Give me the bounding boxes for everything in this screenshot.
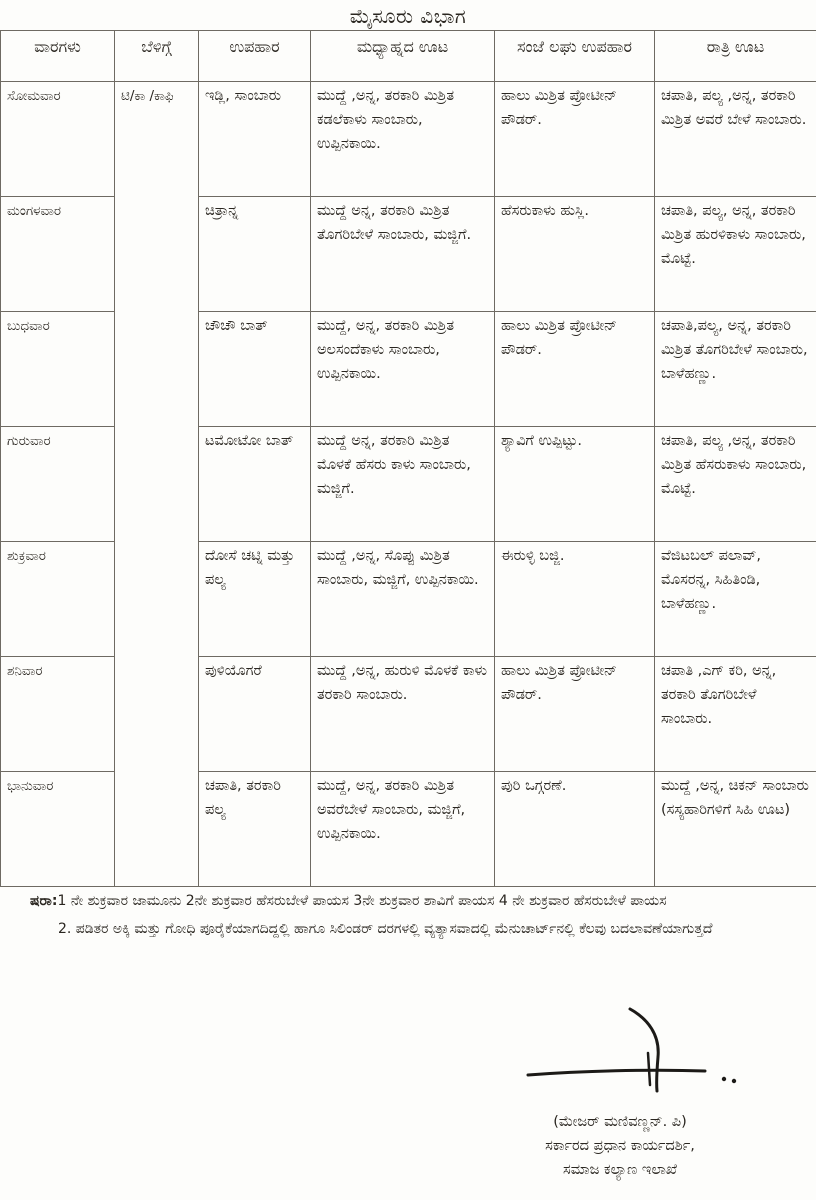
breakfast-cell: ಪುಳಿಯೊಗರೆ <box>199 657 311 772</box>
header-dinner: ರಾತ್ರಿ ಊಟ <box>655 31 816 82</box>
remark-note-1 <box>30 890 790 912</box>
breakfast-cell: ಚೌಚೌ ಬಾತ್ <box>199 312 311 427</box>
morning-drink-cell: ಟಿ/ಕಾ /ಕಾಫಿ <box>115 82 199 887</box>
breakfast-cell: ಚಪಾತಿ, ತರಕಾರಿ ಪಲ್ಯ <box>199 772 311 887</box>
header-lunch: ಮಧ್ಯಾಹ್ನದ ಊಟ <box>311 31 495 82</box>
header-morning: ಬೆಳಿಗ್ಗೆ <box>115 31 199 82</box>
remarks-section <box>30 890 790 940</box>
breakfast-cell: ದೋಸೆ ಚಟ್ನಿ ಮತ್ತು ಪಲ್ಯ <box>199 542 311 657</box>
remark-note-2: 2. ಪಡಿತರ ಅಕ್ಕಿ ಮತ್ತು ಗೋಧಿ ಪೂರೈಕೆಯಾಗದಿದ್ದಲ್ಲಿ ಹಾಗೂ ಸಿಲಿಂಡರ್ ದರಗಳಲ್ಲಿ ವ್ಯತ್ಯಾಸವಾದಲ್ಲಿ ಮೆನುಚಾರ್ಟ್‌ನಲ್ಲಿ ಕೆಲವು ಬದಲಾವಣೆಯಾಗುತ್ತದೆ <box>58 921 713 937</box>
remark-note-1-text: 1 ನೇ ಶುಕ್ರವಾರ ಜಾಮೂನು 2ನೇ ಶುಕ್ರವಾರ ಹೆಸರುಬೇಳೆ ಪಾಯಸ 3ನೇ ಶುಕ್ರವಾರ ಶಾವಿಗೆ ಪಾಯಸ 4 ನೇ ಶುಕ್ರವಾರ ಹೆಸರುಬೇಳೆ ಪಾಯಸ <box>57 893 667 909</box>
day-cell: ಮಂಗಳವಾರ <box>1 197 115 312</box>
lunch-cell: ಮುದ್ದೆ ಅನ್ನ, ತರಕಾರಿ ಮಿಶ್ರಿತ ತೊಗರಿಬೇಳೆ ಸಾಂಬಾರು, ಮಜ್ಜಿಗೆ. <box>311 197 495 312</box>
remarks-label: ಷರಾ: <box>30 893 58 909</box>
snack-cell: ಹೆಸರುಕಾಳು ಹುಸ್ಲಿ. <box>495 197 655 312</box>
snack-cell: ಶ್ಯಾವಿಗೆ ಉಪ್ಪಿಟ್ಟು. <box>495 427 655 542</box>
day-cell: ಬುಧವಾರ <box>1 312 115 427</box>
table-header-row <box>1 31 816 82</box>
lunch-cell: ಮುದ್ದೆ ,ಅನ್ನ, ಸೊಪ್ಪು ಮಿಶ್ರಿತ ಸಾಂಬಾರು, ಮಜ್ಜಿಗೆ, ಉಪ್ಪಿನಕಾಯಿ. <box>311 542 495 657</box>
breakfast-cell: ಇಡ್ಲಿ, ಸಾಂಬಾರು <box>199 82 311 197</box>
day-cell: ಶುಕ್ರವಾರ <box>1 542 115 657</box>
day-cell: ಸೋಮವಾರ <box>1 82 115 197</box>
document-title: ಮೈಸೂರು ವಿಭಾಗ <box>349 4 467 28</box>
snack-cell: ಹಾಲು ಮಿಶ್ರಿತ ಪ್ರೋಟೀನ್ ಪೌಡರ್. <box>495 82 655 197</box>
lunch-cell: ಮುದ್ದೆ ಅನ್ನ, ತರಕಾರಿ ಮಿಶ್ರಿತ ಮೊಳಕೆ ಹೆಸರು ಕಾಳು ಸಾಂಬಾರು, ಮಜ್ಜಿಗೆ. <box>311 427 495 542</box>
snack-cell: ಪುರಿ ಒಗ್ಗರಣೆ. <box>495 772 655 887</box>
header-evening-snack: ಸಂಜೆ ಲಘು ಉಪಹಾರ <box>495 31 655 82</box>
lunch-cell: ಮುದ್ದೆ, ಅನ್ನ, ತರಕಾರಿ ಮಿಶ್ರಿತ ಅಲಸಂದೆಕಾಳು ಸಾಂಬಾರು, ಉಪ್ಪಿನಕಾಯಿ. <box>311 312 495 427</box>
dinner-cell: ಚಪಾತಿ, ಪಲ್ಯ, ಅನ್ನ, ತರಕಾರಿ ಮಿಶ್ರಿತ ಹುರಳಿಕಾಳು ಸಾಂಬಾರು, ಮೊಟ್ಟೆ. <box>655 197 816 312</box>
header-weeks: ವಾರಗಳು <box>1 31 115 82</box>
day-cell: ಗುರುವಾರ <box>1 427 115 542</box>
signatory-block <box>460 1110 780 1182</box>
snack-cell: ಹಾಲು ಮಿಶ್ರಿತ ಪ್ರೋಟೀನ್ ಪೌಡರ್. <box>495 312 655 427</box>
weekly-menu-table <box>0 30 816 887</box>
dinner-cell: ಮುದ್ದೆ ,ಅನ್ನ, ಚಿಕನ್ ಸಾಂಬಾರು (ಸಸ್ಯಹಾರಿಗಳಿಗೆ ಸಿಹಿ ಊಟ) <box>655 772 816 887</box>
dinner-cell: ಚಪಾತಿ,ಪಲ್ಯ, ಅನ್ನ, ತರಕಾರಿ ಮಿಶ್ರಿತ ತೊಗರಿಬೇಳೆ ಸಾಂಬಾರು, ಬಾಳೆಹಣ್ಣು. <box>655 312 816 427</box>
handwritten-signature <box>520 1005 750 1095</box>
lunch-cell: ಮುದ್ದೆ ,ಅನ್ನ, ಹುರುಳಿ ಮೊಳಕೆ ಕಾಳು ತರಕಾರಿ ಸಾಂಬಾರು. <box>311 657 495 772</box>
day-cell: ಶನಿವಾರ <box>1 657 115 772</box>
day-cell: ಭಾನುವಾರ <box>1 772 115 887</box>
dinner-cell: ವೆಜಿಟಬಲ್ ಪಲಾವ್, ಮೊಸರನ್ನ, ಸಿಹಿತಿಂಡಿ, ಬಾಳೆಹಣ್ಣು. <box>655 542 816 657</box>
lunch-cell: ಮುದ್ದೆ ,ಅನ್ನ, ತರಕಾರಿ ಮಿಶ್ರಿತ ಕಡಲೆಕಾಳು ಸಾಂಬಾರು, ಉಪ್ಪಿನಕಾಯಿ. <box>311 82 495 197</box>
dinner-cell: ಚಪಾತಿ, ಪಲ್ಯ ,ಅನ್ನ, ತರಕಾರಿ ಮಿಶ್ರಿತ ಅವರೆ ಬೇಳೆ ಸಾಂಬಾರು. <box>655 82 816 197</box>
signatory-name: (ಮೇಜರ್ ಮಣಿವಣ್ಣನ್. ಪಿ) <box>553 1114 687 1130</box>
breakfast-cell: ಟಮೋಟೋ ಬಾತ್ <box>199 427 311 542</box>
signatory-designation: ಸರ್ಕಾರದ ಪ್ರಧಾನ ಕಾರ್ಯದರ್ಶಿ, <box>545 1138 695 1154</box>
snack-cell: ಈರುಳ್ಳಿ ಬಜ್ಜಿ. <box>495 542 655 657</box>
breakfast-cell: ಚಿತ್ರಾನ್ನ <box>199 197 311 312</box>
signatory-department: ಸಮಾಜ ಕಲ್ಯಾಣ ಇಲಾಖೆ <box>563 1162 677 1178</box>
dinner-cell: ಚಪಾತಿ ,ಎಗ್ ಕರಿ, ಅನ್ನ, ತರಕಾರಿ ತೊಗರಿಬೇಳೆ ಸಾಂಬಾರು. <box>655 657 816 772</box>
dinner-cell: ಚಪಾತಿ, ಪಲ್ಯ ,ಅನ್ನ, ತರಕಾರಿ ಮಿಶ್ರಿತ ಹೆಸರುಕಾಳು ಸಾಂಬಾರು, ಮೊಟ್ಟೆ. <box>655 427 816 542</box>
table-row <box>1 82 816 197</box>
header-breakfast: ಉಪಹಾರ <box>199 31 311 82</box>
snack-cell: ಹಾಲು ಮಿಶ್ರಿತ ಪ್ರೋಟೀನ್ ಪೌಡರ್. <box>495 657 655 772</box>
lunch-cell: ಮುದ್ದೆ, ಅನ್ನ, ತರಕಾರಿ ಮಿಶ್ರಿತ ಅವರೆಬೇಳೆ ಸಾಂಬಾರು, ಮಜ್ಜಿಗೆ, ಉಪ್ಪಿನಕಾಯಿ. <box>311 772 495 887</box>
